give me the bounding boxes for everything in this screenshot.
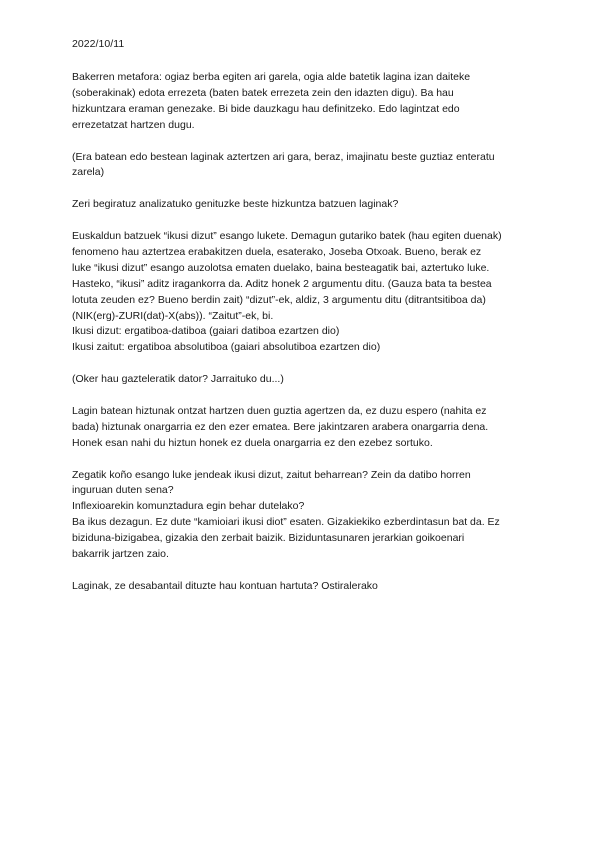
text-line: (Oker hau gazteleratik dator? Jarraituko du...) <box>72 373 284 386</box>
text-line: hizkuntzara eraman genezake. Bi bide dauzkagu hau definitzeko. Edo lagintzat edo <box>72 102 460 115</box>
paragraph <box>72 70 534 134</box>
text-line: luke “ikusi dizut” esango auzolotsa ematen duelako, baina besteagatik bai, aztertuko luke. <box>72 261 490 274</box>
text-line: biziduna-bizigabea, gizakia den zerbait baizik. Biziduntasunaren jerarkian goikoenari <box>72 532 465 545</box>
paragraph <box>72 229 534 356</box>
text-line: Laginak, ze desabantail dituzte hau kontuan hartuta? Ostiralerako <box>72 579 378 592</box>
text-line: Honek esan nahi du hiztun honek ez duela onargarria ez den ezebez sortuko. <box>72 436 433 449</box>
text-line: (soberakinak) edota errezeta (baten batek errezeta zein den idazten digu). Ba hau <box>72 86 454 99</box>
text-line: Ikusi zaitut: ergatiboa absolutiboa (gaiari absolutiboa ezartzen dio) <box>72 341 381 354</box>
paragraph <box>72 372 534 388</box>
document-date: 2022/10/11 <box>72 38 125 50</box>
text-line: fenomeno hau aztertzea erabakitzen duela, esaterako, Joseba Otxoak. Bueno, berak ez <box>72 245 482 258</box>
text-line: bada) hiztunak onargarria ez den ezer ematea. Bere jakintzaren arabera onargarria dena. <box>72 420 489 433</box>
paragraph <box>72 404 534 452</box>
text-line: lotuta zeuden ez? Bueno berdin zait) “dizut”-ek, aldiz, 3 argumentu ditu (ditrantsitiboa da) <box>72 293 486 306</box>
document-body <box>72 70 534 611</box>
text-line: Inflexioarekin komunztadura egin behar dutelako? <box>72 500 305 513</box>
text-line: (Era batean edo bestean laginak aztertzen ari gara, beraz, imajinatu beste guztiaz enteratu <box>72 150 495 163</box>
text-line: errezetatzat hartzen dugu. <box>72 118 195 131</box>
text-line: Euskaldun batzuek “ikusi dizut” esango lukete. Demagun gutariko batek (hau egiten duenak) <box>72 230 502 243</box>
text-line: Zeri begiratuz analizatuko genituzke beste hizkuntza batzuen laginak? <box>72 198 399 211</box>
text-line: (NIK(erg)-ZURI(dat)-X(abs)). “Zaitut”-ek, bi. <box>72 309 274 322</box>
text-line: zarela) <box>72 166 105 179</box>
text-line: bakarrik jartzen zaio. <box>72 548 169 561</box>
paragraph <box>72 197 534 213</box>
text-line: Ikusi dizut: ergatiboa-datiboa (gaiari datiboa ezartzen dio) <box>72 325 340 338</box>
paragraph <box>72 150 534 182</box>
text-line: Hasteko, “ikusi” aditz iragankorra da. Aditz honek 2 argumentu ditu. (Gauza bata ta bestea <box>72 277 492 290</box>
paragraph <box>72 579 534 595</box>
text-line: Lagin batean hiztunak ontzat hartzen duen guztia agertzen da, ez duzu espero (nahita ez <box>72 404 487 417</box>
text-line: inguruan duten sena? <box>72 484 174 497</box>
paragraph <box>72 468 534 563</box>
text-line: Bakerren metafora: ogiaz berba egiten ari garela, ogia alde batetik lagina izan daiteke <box>72 71 471 83</box>
text-line: Zegatik koño esango luke jendeak ikusi dizut, zaitut beharrean? Zein da datibo horren <box>72 468 471 481</box>
text-line: Ba ikus dezagun. Ez dute “kamioiari ikusi diot” esaten. Gizakiekiko ezberdintasun bat da. Ez <box>72 516 500 529</box>
